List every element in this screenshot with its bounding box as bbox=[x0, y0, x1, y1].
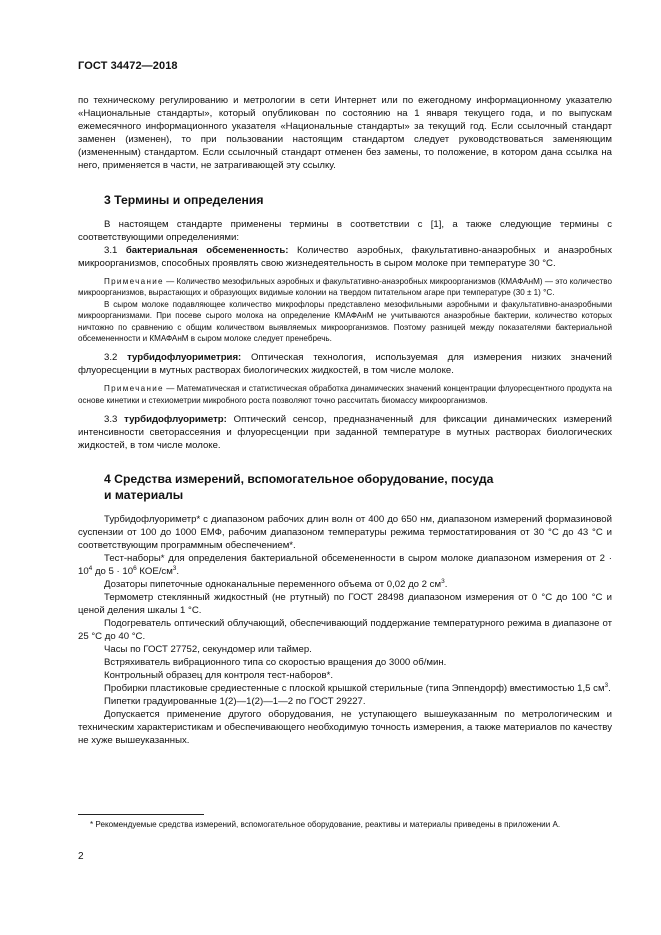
section-4-heading-line-2: и материалы bbox=[104, 488, 184, 503]
footnote: * Рекомендуемые средства измерений, вспомогательное оборудование, реактивы и материалы приведены в приложении А. bbox=[90, 820, 561, 829]
section-4-heading bbox=[78, 471, 612, 503]
term-3-3-name: турбидофлуориметр: bbox=[124, 414, 227, 426]
dispensers-text-a: Дозаторы пипеточные одноканальные переменного объема от 0,02 до 2 см bbox=[104, 579, 442, 591]
tubes-text-b: . bbox=[608, 683, 611, 695]
note-3-1 bbox=[78, 276, 612, 299]
equipment-test-kits bbox=[78, 552, 612, 578]
document-header: ГОСТ 34472—2018 bbox=[78, 60, 178, 72]
equipment-shaker: Встряхиватель вибрационного типа со скоростью вращения до 3000 об/мин. bbox=[104, 657, 447, 669]
page-content bbox=[78, 94, 612, 747]
note-3-2-label: Примечание bbox=[104, 384, 164, 394]
section-3-heading: 3 Термины и определения bbox=[104, 193, 264, 207]
equipment-turbidofluorimeter: Турбидофлуориметр* с диапазоном рабочих длин волн от 400 до 650 нм, диапазоном измерений формазиновой суспензии от 100 до 1000 ЕМФ, рабочим диапазоном температуры режима термостатирования от 30 °С до 43 °С и соответствующим программным обеспечением*. bbox=[78, 514, 612, 552]
test-kits-text-c: КОЕ/см bbox=[136, 566, 173, 578]
dispensers-sup: 3 bbox=[441, 578, 445, 586]
equipment-pipettes: Пипетки градуированные 1(2)—1(2)—1—2 по ГОСТ 29227. bbox=[104, 696, 366, 708]
section-3-intro: В настоящем стандарте применены термины в соответствии с [1], а также следующие термины с соответствующими определениями: bbox=[78, 219, 612, 243]
equipment-control-sample: Контрольный образец для контроля тест-наборов*. bbox=[104, 670, 334, 682]
term-3-2-number: 3.2 bbox=[104, 352, 128, 364]
footnote-divider bbox=[78, 814, 204, 815]
test-kits-sup-2: 6 bbox=[133, 565, 137, 573]
test-kits-sup-1: 4 bbox=[88, 565, 93, 573]
term-3-1-definition: Количество аэробных, факультативно-анаэробных и анаэробных микроорганизмов, способных проявлять свою жизнедеятельность в сыром молоке при температуре 30 °С. bbox=[78, 245, 613, 269]
equipment-clock: Часы по ГОСТ 27752, секундомер или таймер. bbox=[104, 644, 312, 656]
tubes-sup: 3 bbox=[604, 682, 609, 690]
note-3-2-text: — Математическая и статистическая обработка динамических значений концентрации флуоресцентного продукта на основе кинетики и стехиометрии микробного роста позволяют точно рассчитать биомассу микроорганизмов. bbox=[78, 384, 612, 405]
term-3-1-number: 3.1 bbox=[104, 245, 126, 256]
term-3-2-definition: Оптическая технология, используемая для измерения низких значений флуоресценции в мутных растворах биологических жидкостей, в том числе молоке. bbox=[78, 352, 612, 377]
tubes-text-a: Пробирки пластиковые средиестенные с плоской крышкой стерильные (типа Эппендорф) вместимостью 1,5 см bbox=[104, 683, 605, 695]
term-3-3-number: 3.3 bbox=[104, 414, 125, 426]
equipment-alternatives: Допускается применение другого оборудования, не уступающего вышеуказанным по метрологическим и техническим характеристикам и обеспечивающего необходимую точность измерения, а также материалов по качеству не хуже вышеуказанных. bbox=[78, 709, 612, 747]
dispensers-text-b: . bbox=[444, 579, 448, 591]
note-3-1-text: — Количество мезофильных аэробных и факультативно-анаэробных микроорганизмов (КМАФАнМ) — это количество микроорганизмов, вырастающих и образующих видимые колонии на твердом питательном агаре при температуре (30 ± 1) °С. bbox=[78, 277, 612, 298]
test-kits-text-d: . bbox=[176, 566, 180, 578]
note-3-1-label: Примечание bbox=[104, 277, 164, 286]
term-3-1-name: бактериальная обсемененность: bbox=[125, 245, 289, 256]
term-3-2 bbox=[78, 351, 612, 377]
term-3-3 bbox=[78, 413, 612, 452]
term-3-3-definition: Оптический сенсор, предназначенный для фиксации динамических измерений интенсивности светорассеяния и флуоресценции при заданной температуре в мутных растворах биологических жидкостей, в том числе молоке. bbox=[78, 414, 612, 452]
note-3-2 bbox=[78, 383, 612, 406]
note-3-1-continuation: В сыром молоке подавляющее количество микрофлоры представлено мезофильными аэробными и факультативно-анаэробными микроорганизмами. При посеве сырого молока на определение КМАФАнМ не учитываются анаэробные бактерии, количество которых ничтожно по сравнению с общим количеством выявляемых микроорганизмов. Поэтому разницей между показателями бактериальной обсемененности и КМАФАнМ в сыром молоке следует пренебречь. bbox=[78, 299, 612, 344]
intro-paragraph: по техническому регулированию и метрологии в сети Интернет или по ежегодному информационному указателю «Национальные стандарты», который опубликован по состоянию на 1 января текущего года, и по выпускам ежемесячного информационного указателя «Национальные стандарты» за текущий год. Если ссылочный стандарт заменен (изменен), то при пользовании настоящим стандартом следует руководствоваться заменяющим (измененным) стандартом. Если ссылочный стандарт отменен без замены, то положение, в котором дана ссылка на него, применяется в части, не затрагивающей эту ссылку. bbox=[78, 95, 612, 171]
equipment-thermometer: Термометр стеклянный жидкостный (не ртутный) по ГОСТ 28498 диапазоном измерения от 0 °С до 100 °С и ценой деления шкалы 1 °С. bbox=[78, 592, 612, 617]
page-number: 2 bbox=[78, 851, 84, 862]
equipment-heater: Подогреватель оптический облучающий, обеспечивающий поддержание температурного режима в диапазоне от 25 °С до 40 °С. bbox=[78, 618, 612, 643]
term-3-2-name: турбидофлуориметрия: bbox=[127, 352, 242, 364]
equipment-tubes bbox=[78, 682, 612, 695]
test-kits-text-b: до 5 · 10 bbox=[92, 566, 134, 578]
test-kits-sup-3: 3 bbox=[172, 565, 177, 573]
term-3-1 bbox=[78, 244, 612, 270]
section-4-heading-line-1: 4 Средства измерений, вспомогательное оборудование, посуда bbox=[104, 472, 494, 487]
equipment-dispensers bbox=[78, 578, 612, 591]
test-kits-text-a: Тест-наборы* для определения бактериальной обсемененности в сыром молоке диапазоном измерения от 2 · 10 bbox=[78, 553, 612, 578]
